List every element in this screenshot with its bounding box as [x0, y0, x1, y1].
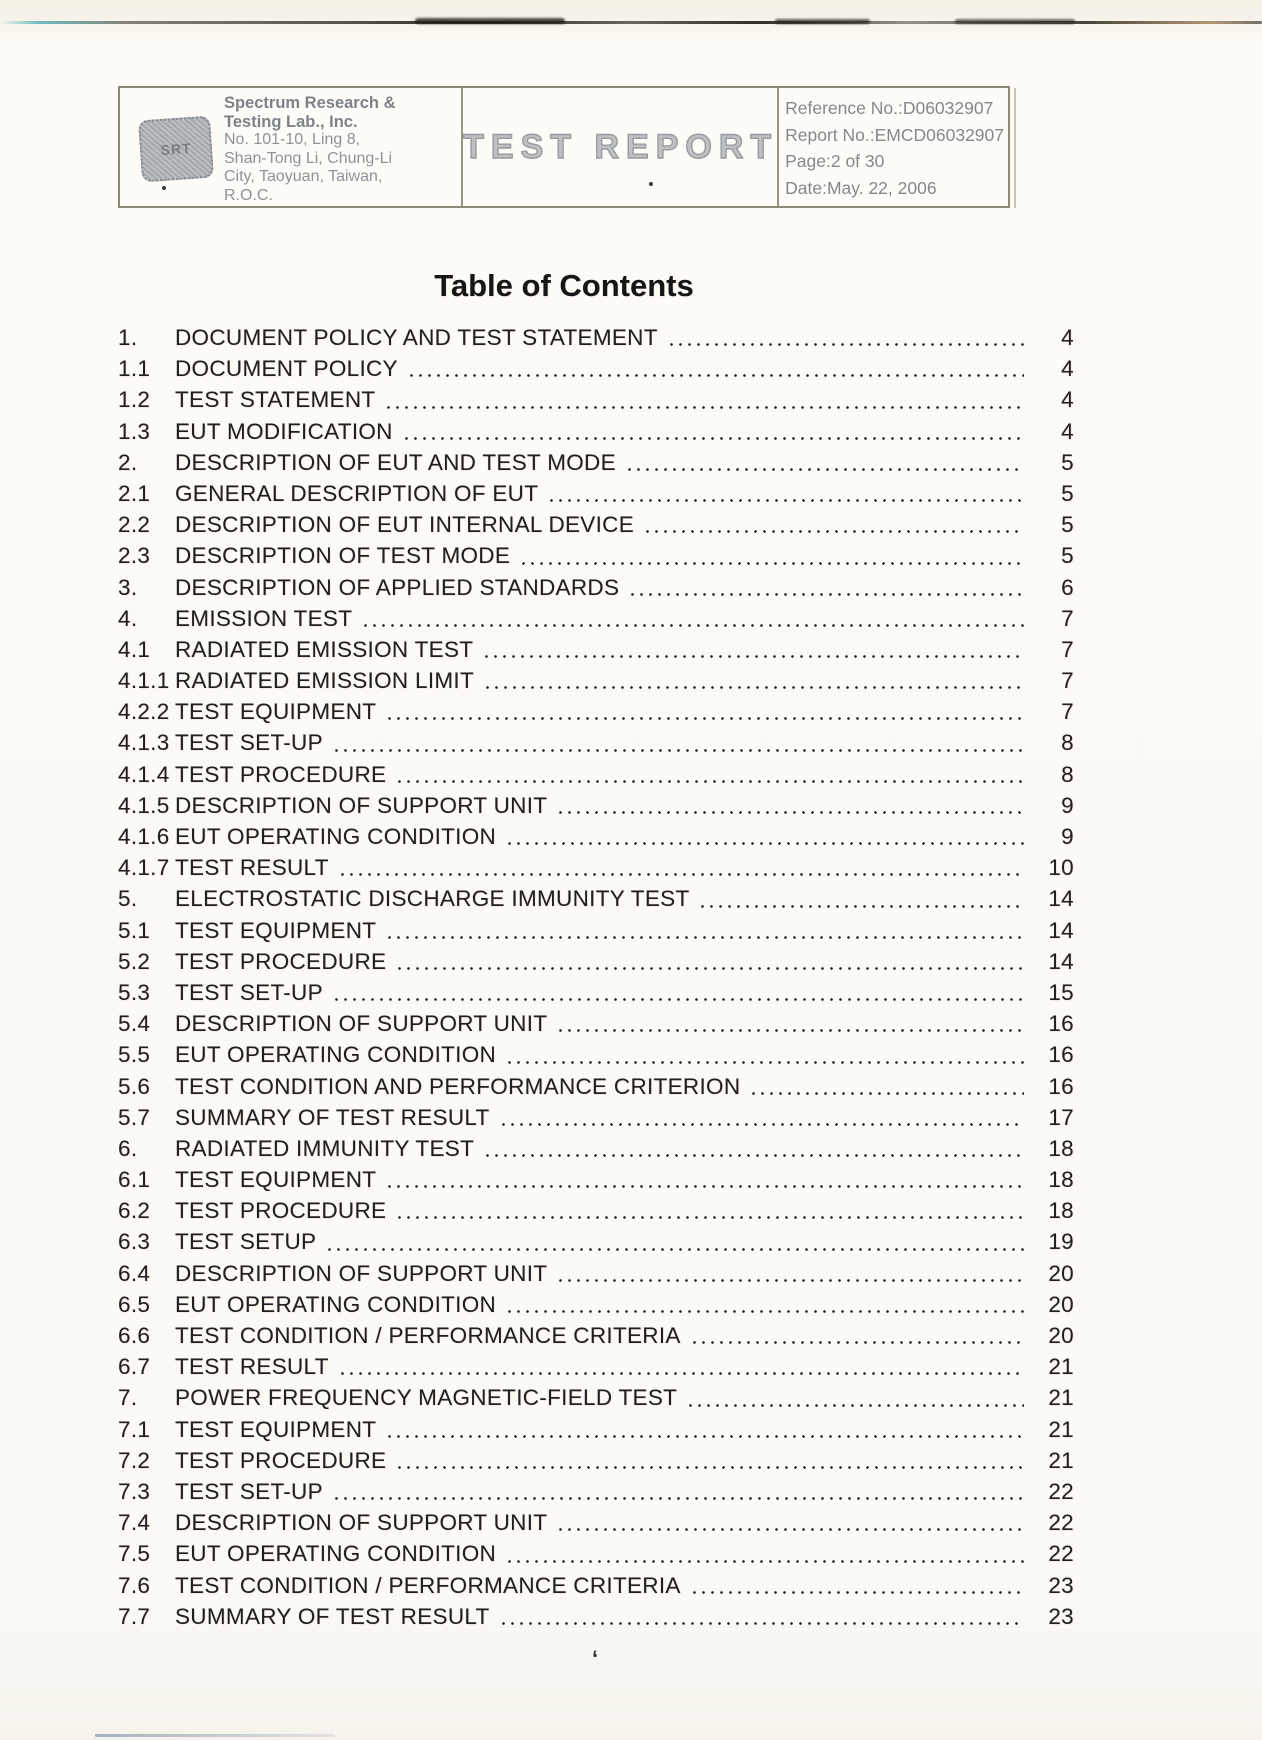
report-number: Report No.:EMCD06032907	[785, 124, 1004, 145]
toc-leader-dots	[556, 1528, 1024, 1531]
toc-entry-number: 4.1.3	[118, 730, 170, 756]
toc-leader-dots	[395, 1216, 1024, 1219]
toc-entry-page: 17	[1048, 1104, 1074, 1130]
toc-entry-number: 4.2.2	[118, 699, 170, 725]
lab-address-line: City, Taoyuan, Taiwan,	[224, 168, 383, 186]
toc-entry-title: TEST EQUIPMENT	[175, 1416, 377, 1442]
toc-entry-page: 8	[1061, 761, 1074, 787]
toc-entry-title: TEST EQUIPMENT	[175, 917, 377, 943]
toc-entry-page: 22	[1048, 1478, 1074, 1504]
toc-title: Table of Contents	[434, 268, 694, 303]
toc-leader-dots	[361, 624, 1024, 627]
toc-entry-page: 14	[1048, 886, 1074, 912]
toc-entry-title: SUMMARY OF TEST RESULT	[175, 1603, 490, 1629]
toc-leader-dots	[749, 1092, 1024, 1095]
toc-entry-number: 1.2	[118, 387, 151, 413]
toc-entry-number: 2.3	[118, 543, 151, 569]
toc-entry-page: 21	[1048, 1447, 1074, 1473]
toc-entry-number: 4.1.7	[118, 855, 170, 881]
lab-address-line: R.O.C.	[224, 186, 273, 204]
toc-entry-page: 20	[1048, 1291, 1074, 1317]
toc-entry	[118, 1008, 1074, 1039]
toc-entry-title: TEST PROCEDURE	[175, 761, 387, 787]
toc-entry-title: POWER FREQUENCY MAGNETIC-FIELD TEST	[175, 1385, 678, 1411]
toc-entry-number: 7.7	[118, 1603, 151, 1629]
toc-entry-page: 9	[1061, 824, 1074, 849]
toc-leader-dots	[332, 1497, 1024, 1500]
toc-entry-page: 18	[1048, 1198, 1074, 1224]
toc-entry-page: 9	[1061, 792, 1074, 818]
toc-entry	[118, 915, 1074, 946]
toc-entry	[118, 353, 1074, 384]
toc-entry	[118, 1538, 1074, 1569]
toc-leader-dots	[332, 998, 1024, 1001]
toc-entry-number: 1.1	[118, 356, 151, 382]
toc-entry-page: 19	[1048, 1229, 1074, 1255]
toc-entry-number: 6.	[118, 1135, 138, 1161]
toc-entry-title: DESCRIPTION OF SUPPORT UNIT	[175, 1260, 548, 1286]
toc-entry-number: 3.	[118, 574, 138, 600]
toc-entry-number: 4.	[118, 605, 138, 631]
scan-smudge	[955, 19, 1075, 24]
toc-leader-dots	[483, 686, 1024, 689]
toc-entry-title: TEST EQUIPMENT	[175, 1167, 377, 1193]
toc-entry-page: 16	[1048, 1042, 1074, 1068]
toc-entry-page: 4	[1061, 325, 1074, 350]
toc-entry-page: 14	[1048, 917, 1074, 943]
toc-entry-number: 6.4	[118, 1260, 151, 1286]
toc-entry-page: 18	[1048, 1135, 1074, 1161]
toc-entry-title: TEST RESULT	[175, 1354, 329, 1380]
toc-entry	[118, 540, 1074, 571]
toc-leader-dots	[338, 873, 1024, 876]
toc-entry-page: 16	[1048, 1011, 1074, 1037]
toc-entry	[118, 1071, 1074, 1102]
toc-entry-title: DESCRIPTION OF SUPPORT UNIT	[175, 1510, 548, 1536]
scan-bottom-streak	[95, 1734, 335, 1737]
toc-entry-title: TEST STATEMENT	[175, 387, 376, 413]
toc-entry-title: EUT OPERATING CONDITION	[175, 1291, 497, 1317]
toc-leader-dots	[482, 655, 1024, 658]
toc-entry-title: EUT OPERATING CONDITION	[175, 824, 497, 849]
toc-entry-page: 8	[1061, 730, 1074, 756]
toc-entry-number: 7.2	[118, 1447, 151, 1473]
toc-leader-dots	[325, 1248, 1024, 1251]
toc-entry-number: 6.5	[118, 1291, 151, 1317]
toc-leader-dots	[395, 1466, 1024, 1469]
toc-leader-dots	[402, 437, 1024, 440]
report-title-cell	[461, 88, 779, 206]
toc-entry-title: TEST SETUP	[175, 1229, 317, 1255]
toc-leader-dots	[499, 1622, 1024, 1625]
toc-entry	[118, 1414, 1074, 1445]
lab-address-line: Shan-Tong Li, Chung-Li	[224, 149, 393, 167]
toc-entry	[118, 1258, 1074, 1289]
toc-leader-dots	[690, 1591, 1024, 1594]
toc-entry-number: 5.5	[118, 1042, 151, 1068]
toc-entry	[118, 1102, 1074, 1133]
toc-leader-dots	[395, 967, 1024, 970]
toc-entry-page: 5	[1061, 449, 1074, 475]
toc-entry-title: TEST CONDITION AND PERFORMANCE CRITERION	[175, 1073, 741, 1099]
toc-entry-number: 7.	[118, 1385, 138, 1411]
toc-entry	[118, 1351, 1074, 1382]
toc-entry-page: 21	[1048, 1354, 1074, 1380]
toc-entry	[118, 821, 1074, 852]
toc-entry	[118, 509, 1074, 540]
toc-entry-title: DESCRIPTION OF TEST MODE	[175, 543, 511, 569]
toc-entry-title: DOCUMENT POLICY AND TEST STATEMENT	[175, 325, 658, 350]
toc-entry-page: 7	[1061, 636, 1074, 662]
toc-list	[118, 322, 1074, 1632]
toc-entry-page: 20	[1048, 1260, 1074, 1286]
toc-entry	[118, 790, 1074, 821]
toc-entry-title: RADIATED EMISSION LIMIT	[175, 668, 475, 694]
toc-entry-title: SUMMARY OF TEST RESULT	[175, 1104, 490, 1130]
toc-entry-number: 1.	[118, 325, 138, 350]
toc-entry-page: 5	[1061, 480, 1074, 506]
toc-entry-title: DESCRIPTION OF SUPPORT UNIT	[175, 1011, 548, 1037]
toc-entry-title: TEST PROCEDURE	[175, 1447, 387, 1473]
toc-entry-title: DESCRIPTION OF EUT INTERNAL DEVICE	[175, 512, 635, 538]
toc-entry-page: 4	[1061, 356, 1074, 382]
toc-leader-dots	[384, 406, 1024, 409]
toc-entry-number: 5.	[118, 886, 138, 912]
toc-entry	[118, 1289, 1074, 1320]
toc-entry	[118, 696, 1074, 727]
report-date: Date:May. 22, 2006	[785, 177, 937, 198]
toc-entry-number: 2.2	[118, 512, 151, 538]
toc-leader-dots	[499, 1123, 1024, 1126]
toc-entry	[118, 1476, 1074, 1507]
toc-entry-page: 22	[1048, 1510, 1074, 1536]
toc-leader-dots	[385, 936, 1024, 939]
toc-entry	[118, 384, 1074, 415]
toc-entry-number: 6.6	[118, 1323, 151, 1348]
toc-entry-page: 23	[1048, 1603, 1074, 1629]
toc-entry-title: EMISSION TEST	[175, 605, 353, 631]
toc-entry-page: 4	[1061, 418, 1074, 444]
toc-entry-title: DOCUMENT POLICY	[175, 356, 398, 382]
toc-entry-page: 20	[1048, 1323, 1074, 1348]
toc-leader-dots	[332, 749, 1024, 752]
toc-entry	[118, 1601, 1074, 1632]
toc-leader-dots	[698, 905, 1024, 908]
toc-entry-number: 6.2	[118, 1198, 151, 1224]
toc-entry	[118, 1195, 1074, 1226]
toc-entry-title: ELECTROSTATIC DISCHARGE IMMUNITY TEST	[175, 886, 690, 912]
toc-entry	[118, 665, 1074, 696]
toc-entry-title: DESCRIPTION OF SUPPORT UNIT	[175, 792, 548, 818]
toc-entry	[118, 759, 1074, 790]
toc-entry-number: 5.1	[118, 917, 151, 943]
toc-entry-title: DESCRIPTION OF APPLIED STANDARDS	[175, 574, 620, 600]
toc-entry-page: 6	[1061, 574, 1074, 600]
toc-entry-page: 15	[1048, 979, 1074, 1005]
toc-entry-page: 7	[1061, 699, 1074, 725]
toc-entry	[118, 883, 1074, 914]
toc-entry	[118, 634, 1074, 665]
toc-entry-title: TEST PROCEDURE	[175, 948, 387, 974]
lab-address	[224, 94, 396, 206]
toc-entry-number: 7.4	[118, 1510, 151, 1536]
toc-entry	[118, 946, 1074, 977]
toc-entry-number: 5.2	[118, 948, 151, 974]
toc-entry-number: 5.4	[118, 1011, 151, 1037]
toc-entry	[118, 1507, 1074, 1538]
toc-leader-dots	[667, 343, 1024, 346]
toc-entry-page: 10	[1048, 855, 1074, 881]
toc-leader-dots	[407, 374, 1024, 377]
report-meta-cell	[779, 88, 1008, 206]
toc-entry	[118, 1570, 1074, 1601]
toc-entry-number: 7.1	[118, 1416, 151, 1442]
toc-entry-title: EUT OPERATING CONDITION	[175, 1541, 497, 1567]
toc-entry-number: 4.1	[118, 636, 151, 662]
page-indicator: Page:2 of 30	[785, 151, 885, 171]
toc-entry-page: 14	[1048, 948, 1074, 974]
toc-entry-title: TEST CONDITION / PERFORMANCE CRITERIA	[175, 1572, 681, 1598]
toc-entry-page: 23	[1048, 1572, 1074, 1598]
report-header-table	[118, 86, 1010, 208]
toc-leader-dots	[690, 1341, 1024, 1344]
toc-leader-dots	[628, 593, 1024, 596]
report-title: TEST REPORT	[463, 128, 779, 166]
toc-entry-page: 18	[1048, 1167, 1074, 1193]
toc-entry-number: 6.3	[118, 1229, 151, 1255]
toc-entry-page: 7	[1061, 668, 1074, 694]
scan-speck	[649, 182, 653, 186]
toc-entry-title: TEST PROCEDURE	[175, 1198, 387, 1224]
toc-leader-dots	[519, 562, 1024, 565]
toc-entry	[118, 447, 1074, 478]
toc-leader-dots	[385, 1435, 1024, 1438]
toc-entry-page: 5	[1061, 543, 1074, 569]
toc-entry	[118, 727, 1074, 758]
toc-entry-page: 5	[1061, 512, 1074, 538]
toc-entry-title: GENERAL DESCRIPTION OF EUT	[175, 480, 539, 506]
toc-leader-dots	[395, 780, 1024, 783]
scan-smudge	[775, 19, 870, 24]
toc-entry-number: 5.3	[118, 979, 151, 1005]
toc-entry	[118, 1226, 1074, 1257]
toc-entry-number: 4.1.1	[118, 668, 170, 694]
toc-leader-dots	[625, 468, 1024, 471]
toc-entry	[118, 478, 1074, 509]
toc-entry	[118, 603, 1074, 634]
toc-leader-dots	[686, 1404, 1024, 1407]
toc-entry-page: 16	[1048, 1073, 1074, 1099]
toc-entry-title: EUT OPERATING CONDITION	[175, 1042, 497, 1068]
toc-entry	[118, 1382, 1074, 1413]
toc-leader-dots	[483, 1154, 1024, 1157]
toc-leader-dots	[505, 1061, 1024, 1064]
lab-name-line: Testing Lab., Inc.	[224, 112, 358, 131]
toc-entry	[118, 322, 1074, 353]
toc-entry-title: DESCRIPTION OF EUT AND TEST MODE	[175, 449, 616, 475]
toc-entry-page: 21	[1048, 1385, 1074, 1411]
scan-speck	[162, 186, 166, 190]
toc-leader-dots	[385, 1185, 1024, 1188]
toc-entry-number: 6.1	[118, 1167, 151, 1193]
lab-info-cell	[120, 88, 461, 206]
toc-entry-title: EUT MODIFICATION	[175, 418, 393, 444]
toc-entry-number: 5.6	[118, 1073, 151, 1099]
toc-entry-title: TEST SET-UP	[175, 979, 323, 1005]
toc-entry	[118, 1039, 1074, 1070]
toc-entry-number: 6.7	[118, 1354, 151, 1380]
toc-entry	[118, 1133, 1074, 1164]
toc-entry-number: 7.5	[118, 1541, 151, 1567]
toc-entry-number: 7.6	[118, 1572, 151, 1598]
lab-logo	[138, 116, 214, 183]
toc-entry-page: 7	[1061, 605, 1074, 631]
toc-leader-dots	[556, 1029, 1024, 1032]
toc-entry-number: 2.1	[118, 480, 151, 506]
toc-entry-number: 5.7	[118, 1104, 151, 1130]
toc-entry-page: 4	[1061, 387, 1074, 413]
toc-entry	[118, 572, 1074, 603]
reference-number: Reference No.:D06032907	[785, 98, 994, 118]
toc-leader-dots	[338, 1372, 1024, 1375]
toc-entry	[118, 1320, 1074, 1351]
toc-entry	[118, 977, 1074, 1008]
toc-leader-dots	[385, 717, 1024, 720]
lab-name-line: Spectrum Research &	[224, 94, 396, 112]
toc-leader-dots	[556, 811, 1024, 814]
lab-logo-text: SRT	[159, 139, 193, 159]
scan-stray-mark: ‘	[592, 1646, 599, 1671]
toc-entry-title: TEST EQUIPMENT	[175, 699, 377, 725]
toc-leader-dots	[547, 499, 1024, 502]
scan-border-ghost	[1014, 88, 1016, 208]
toc-leader-dots	[643, 530, 1024, 533]
report-meta	[779, 88, 1008, 201]
toc-leader-dots	[556, 1279, 1024, 1282]
toc-entry-title: TEST SET-UP	[175, 1478, 323, 1504]
toc-entry-title: RADIATED EMISSION TEST	[175, 636, 474, 662]
toc-leader-dots	[505, 1310, 1024, 1313]
toc-entry-number: 4.1.6	[118, 824, 170, 849]
toc-entry	[118, 1164, 1074, 1195]
toc-entry	[118, 416, 1074, 447]
toc-entry-title: TEST SET-UP	[175, 730, 323, 756]
toc-entry	[118, 852, 1074, 883]
toc-entry-title: RADIATED IMMUNITY TEST	[175, 1135, 475, 1161]
toc-entry-title: TEST CONDITION / PERFORMANCE CRITERIA	[175, 1323, 681, 1348]
toc-entry	[118, 1445, 1074, 1476]
toc-entry-page: 21	[1048, 1416, 1074, 1442]
toc-entry-title: TEST RESULT	[175, 855, 329, 881]
toc-entry-number: 2.	[118, 449, 138, 475]
toc-leader-dots	[505, 842, 1024, 845]
lab-address-line: No. 101-10, Ling 8,	[224, 131, 361, 149]
scan-smudge	[415, 18, 565, 24]
toc-entry-number: 4.1.5	[118, 792, 170, 818]
toc-entry-number: 4.1.4	[118, 761, 170, 787]
toc-entry-page: 22	[1048, 1541, 1074, 1567]
toc-entry-number: 7.3	[118, 1478, 151, 1504]
toc-entry-number: 1.3	[118, 418, 151, 444]
toc-leader-dots	[505, 1560, 1024, 1563]
